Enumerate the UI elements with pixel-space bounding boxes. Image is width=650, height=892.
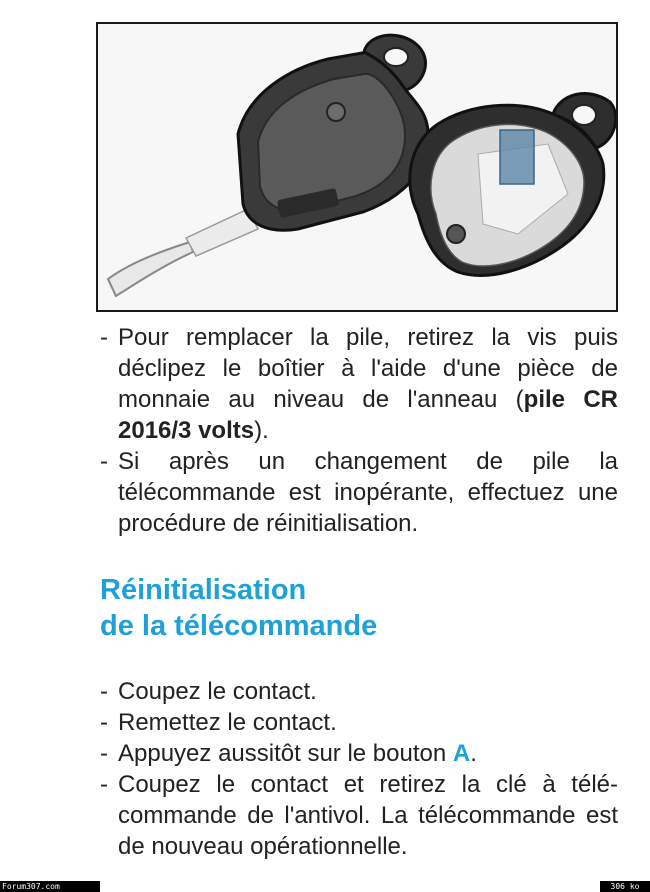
heading-line-1: Réinitialisation (100, 574, 307, 606)
section-heading (100, 572, 620, 644)
bullet-dash: - (100, 324, 108, 351)
key-blade (108, 242, 193, 296)
bullet-text: Pour remplacer la pile, retirez la vis puis déclipez le boîtier à l'aide d'une pièce de monnaie au niveau de l'anneau ( (118, 324, 618, 413)
list-item (100, 769, 618, 862)
bullet-dash: - (100, 740, 108, 767)
step-text: Coupez le contact. (118, 678, 317, 705)
footer-site-label: Forum307.com (0, 881, 100, 892)
key-illustration (96, 22, 618, 312)
battery-highlight (500, 130, 534, 184)
reset-steps (100, 676, 618, 862)
step-text-end: . (470, 740, 477, 767)
bullet-text-end: ). (254, 417, 269, 444)
step-text: Coupez le contact et retirez la clé à télé-commande de l'antivol. La télécommande est de nouveau opérationnelle. (118, 771, 618, 860)
key-remote-battery-illustration (98, 24, 616, 310)
bullet-dash: - (100, 678, 108, 705)
bullet-text: Si après un changement de pile la télécommande est inopérante, effectuez une procédure de réinitialisation. (118, 448, 618, 537)
bullet-dash: - (100, 448, 108, 475)
button-a-label: A (452, 740, 471, 767)
list-item (100, 446, 618, 539)
list-item (100, 707, 618, 738)
bullet-dash: - (100, 771, 108, 798)
step-text: Appuyez aussitôt sur le bouton (118, 740, 453, 767)
list-item (100, 322, 618, 446)
list-item (100, 738, 618, 769)
bullet-dash: - (100, 709, 108, 736)
heading-line-2: de la télécommande (100, 610, 378, 642)
battery-type: pile CR 2016/3 volts (118, 386, 618, 444)
list-item (100, 676, 618, 707)
step-text: Remettez le contact. (118, 709, 337, 736)
footer-size-label: 306 ko (600, 881, 650, 892)
battery-instructions (100, 322, 618, 539)
